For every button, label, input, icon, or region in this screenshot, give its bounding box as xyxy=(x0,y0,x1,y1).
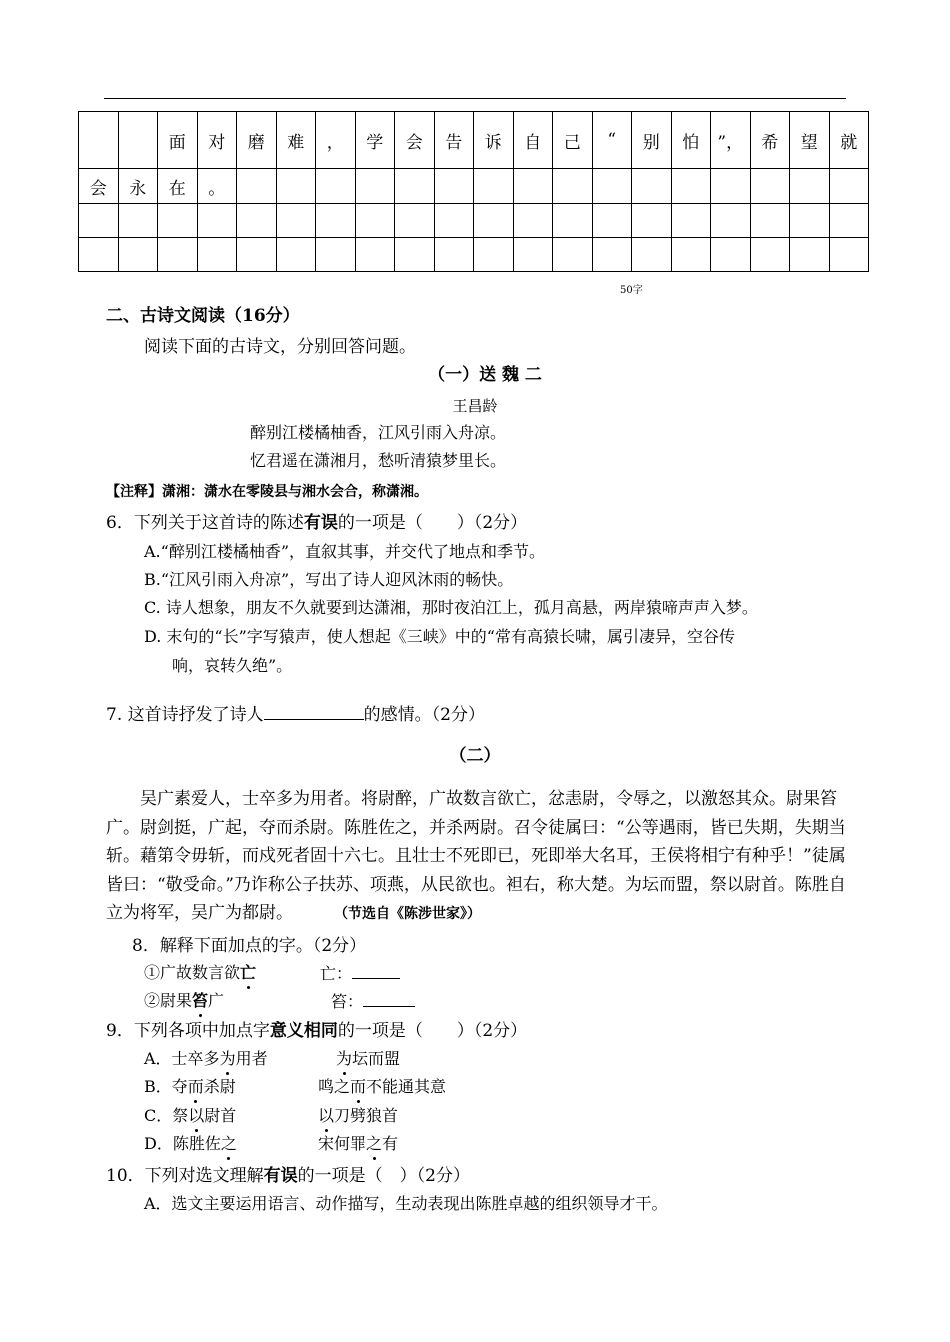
q9-right-post: 不能通其意 xyxy=(366,1077,447,1096)
grid-cell xyxy=(79,204,119,238)
grid-cell: “ xyxy=(592,112,632,169)
q6-option-d-cont: 响，哀转久绝”。 xyxy=(172,656,293,675)
grid-cell xyxy=(474,169,514,204)
grid-cell xyxy=(592,169,632,204)
grid-row xyxy=(79,238,869,272)
grid-cell xyxy=(829,204,869,238)
q8-item-1-text: ①广故数言欲 xyxy=(144,963,241,982)
grid-cell xyxy=(671,204,711,238)
q9-option-left xyxy=(144,1133,237,1155)
grid-cell: 面 xyxy=(158,112,198,169)
passage-source: （节选自《陈涉世家》） xyxy=(341,906,481,922)
q7-stem-tail: 的感情。（2分） xyxy=(363,705,485,725)
grid-cell xyxy=(276,169,316,204)
grid-cell: 在 xyxy=(158,169,198,204)
q9-left-dotted: 为 xyxy=(219,1049,236,1068)
grid-cell xyxy=(237,238,277,272)
q6-option-d: D. 末句的“长”字写猿声，使人想起《三峡》中的“常有高猿长啸，属引凄异，空谷传 xyxy=(144,627,735,646)
grid-cell xyxy=(316,238,356,272)
grid-cell xyxy=(474,238,514,272)
q10-stem-emphasis: 有误 xyxy=(263,1166,298,1186)
q9-left-pre: C．祭 xyxy=(144,1106,189,1125)
q6-option-a: A.“醉别江楼橘柚香”，直叙其事，并交代了地点和季节。 xyxy=(144,542,546,561)
q6-stem-emphasis: 有误 xyxy=(303,513,338,533)
q8-item-2-text: ②尉果 xyxy=(144,991,193,1010)
q9-option-right xyxy=(336,1048,400,1070)
grid-cell xyxy=(316,204,356,238)
q10-stem-text: 10．下列对选文理解 xyxy=(106,1166,264,1186)
grid-cell xyxy=(197,204,237,238)
q6-option-b: B.“江风引雨入舟凉”，写出了诗人迎风沐雨的畅快。 xyxy=(144,570,514,589)
q6-stem-tail: 的一项是（ ）（2分） xyxy=(337,513,528,533)
poem-note: 【注释】潇湘：潇水在零陵县与湘水会合，称潇湘。 xyxy=(106,484,428,500)
grid-cell: 会 xyxy=(395,112,435,169)
grid-cell: 永 xyxy=(118,169,158,204)
grid-cell xyxy=(395,169,435,204)
q10-option-a: A．选文主要运用语言、动作描写，生动表现出陈胜卓越的组织领导才干。 xyxy=(144,1194,668,1213)
grid-cell xyxy=(316,169,356,204)
poem-author: 王昌龄 xyxy=(452,397,498,415)
passage xyxy=(106,785,851,929)
q9-option-right xyxy=(318,1076,446,1098)
grid-cell: 磨 xyxy=(237,112,277,169)
grid-cell xyxy=(632,238,672,272)
q9-right-pre: 鸣之 xyxy=(318,1077,351,1096)
grid-cell xyxy=(513,204,553,238)
grid-cell xyxy=(513,169,553,204)
grid-cell xyxy=(197,238,237,272)
grid-cell: 望 xyxy=(790,112,830,169)
q6-stem-text: 6．下列关于这首诗的陈述 xyxy=(106,513,304,533)
grid-cell xyxy=(355,238,395,272)
grid-cell: 自 xyxy=(513,112,553,169)
grid-cell xyxy=(711,204,751,238)
grid-cell xyxy=(790,169,830,204)
grid-cell xyxy=(158,238,198,272)
q9-left-post: 尉首 xyxy=(204,1106,237,1125)
grid-cell: 别 xyxy=(632,112,672,169)
q8-item-2-dotted: 笞 xyxy=(192,991,209,1010)
grid-cell: 诉 xyxy=(474,112,514,169)
grid-cell xyxy=(553,169,593,204)
q8-stem: 8．解释下面加点的字。（2分） xyxy=(132,936,367,956)
poem-line-2: 忆君遥在潇湘月，愁听清猿梦里长。 xyxy=(250,451,507,470)
section-heading: 二、古诗文阅读（16分） xyxy=(106,306,300,326)
part2-title: （二） xyxy=(449,746,501,766)
q7-answer-blank[interactable] xyxy=(264,703,364,720)
grid-cell xyxy=(711,169,751,204)
section-instruction: 阅读下面的古诗文，分别回答问题。 xyxy=(144,337,416,357)
grid-cell xyxy=(276,238,316,272)
q7-stem-text: 7. 这首诗抒发了诗人 xyxy=(106,705,264,725)
q8-item-2-answer xyxy=(331,990,415,1013)
grid-cell xyxy=(790,238,830,272)
q9-left-dotted: 以 xyxy=(188,1106,205,1125)
q8-item-1-label: 亡： xyxy=(320,964,353,983)
grid-cell xyxy=(632,169,672,204)
q8-item-2-blank[interactable] xyxy=(363,990,415,1007)
q10-stem-tail: 的一项是（ ）（2分） xyxy=(297,1166,470,1186)
grid-cell xyxy=(118,238,158,272)
q10-stem xyxy=(106,1165,470,1187)
grid-cell xyxy=(553,204,593,238)
grid-cell: ”， xyxy=(711,112,751,169)
q9-right-post: 刀劈狼首 xyxy=(334,1106,399,1125)
q8-item-2 xyxy=(144,990,224,1012)
grid-cell: 就 xyxy=(829,112,869,169)
q9-option-left xyxy=(144,1105,236,1127)
q8-item-1-dotted: 亡 xyxy=(240,963,257,982)
q9-left-dotted: 而 xyxy=(187,1077,204,1096)
q9-right-post: 坛而盟 xyxy=(352,1049,401,1068)
grid-cell: 对 xyxy=(197,112,237,169)
q6-stem xyxy=(106,512,527,534)
grid-cell xyxy=(355,204,395,238)
grid-cell xyxy=(434,204,474,238)
grid-cell: 怕 xyxy=(671,112,711,169)
grid-cell: 。 xyxy=(197,169,237,204)
grid-cell xyxy=(118,112,158,169)
q9-right-pre: 宋何罪 xyxy=(318,1134,367,1153)
q9-option-left xyxy=(144,1048,268,1070)
composition-grid xyxy=(78,111,869,272)
grid-cell xyxy=(790,204,830,238)
grid-cell: ， xyxy=(316,112,356,169)
poem-title: （一）送 魏 二 xyxy=(428,365,542,385)
grid-cell xyxy=(750,238,790,272)
grid-cell: 己 xyxy=(553,112,593,169)
grid-cell xyxy=(829,169,869,204)
grid-cell xyxy=(553,238,593,272)
grid-cell xyxy=(79,112,119,169)
q9-option-right xyxy=(318,1105,398,1127)
q8-item-1-answer xyxy=(320,962,400,985)
q9-option-left xyxy=(144,1076,236,1098)
q9-left-pre: B．夺 xyxy=(144,1077,188,1096)
grid-cell xyxy=(395,238,435,272)
q9-right-dotted: 之 xyxy=(366,1134,383,1153)
grid-cell: 难 xyxy=(276,112,316,169)
passage-text: 吴广素爱人，士卒多为用者。将尉醉，广故数言欲亡，忿恚尉，令辱之，以激怒其众。尉果笞广。尉剑挺，广起，夺而杀尉。陈胜佐之，并杀两尉。召令徒属曰：“公等遇雨，皆已失期，失期当斩。藉第令毋斩，而戍死者固十六七。且壮士不死即已，死即举大名耳，王侯将相宁有种乎！”徒属皆曰：“敬受命。”乃诈称公子扶苏、项燕，从民欲也。袒右，称大楚。为坛而盟，祭以尉首。陈胜自立为将军，吴广为都尉。 xyxy=(106,789,846,923)
q9-stem-emphasis: 意义相同 xyxy=(269,1021,338,1041)
q9-stem-text: 9．下列各项中加点字 xyxy=(106,1021,270,1041)
grid-cell xyxy=(671,169,711,204)
grid-cell xyxy=(750,169,790,204)
q9-right-dotted: 为 xyxy=(336,1049,353,1068)
grid-cell xyxy=(355,169,395,204)
q9-stem xyxy=(106,1020,527,1042)
grid-cell xyxy=(79,238,119,272)
grid-row xyxy=(79,112,869,169)
q9-option-right xyxy=(318,1133,398,1155)
q9-right-dotted: 而 xyxy=(350,1077,367,1096)
q9-left-post: 杀尉 xyxy=(203,1077,236,1096)
grid-cell: 学 xyxy=(355,112,395,169)
grid-cell xyxy=(474,204,514,238)
grid-cell xyxy=(513,238,553,272)
q9-stem-tail: 的一项是（ ）（2分） xyxy=(337,1021,528,1041)
grid-cell xyxy=(434,238,474,272)
q9-left-post: 用者 xyxy=(235,1049,268,1068)
grid-cell: 会 xyxy=(79,169,119,204)
grid-cell xyxy=(829,238,869,272)
grid-cell xyxy=(592,204,632,238)
grid-cell xyxy=(158,204,198,238)
grid-cell xyxy=(395,204,435,238)
q8-item-1 xyxy=(144,962,256,984)
grid-cell xyxy=(237,169,277,204)
grid-cell xyxy=(750,204,790,238)
grid-row xyxy=(79,204,869,238)
grid-cell xyxy=(118,204,158,238)
q9-left-dotted: 之 xyxy=(220,1134,237,1153)
word-count-label: 50字 xyxy=(620,285,643,296)
grid-cell: 告 xyxy=(434,112,474,169)
q9-right-post: 有 xyxy=(382,1134,399,1153)
grid-cell xyxy=(632,204,672,238)
poem-line-1: 醉别江楼橘柚香，江风引雨入舟凉。 xyxy=(250,423,507,442)
grid-cell xyxy=(592,238,632,272)
grid-row xyxy=(79,169,869,204)
q8-item-2-tail: 广 xyxy=(208,991,225,1010)
grid-cell xyxy=(671,238,711,272)
grid-cell xyxy=(434,169,474,204)
q8-item-2-label: 笞： xyxy=(331,992,364,1011)
grid-cell xyxy=(276,204,316,238)
q9-left-pre: A．士卒多 xyxy=(144,1049,220,1068)
q9-left-pre: D．陈胜佐 xyxy=(144,1134,221,1153)
grid-cell: 希 xyxy=(750,112,790,169)
grid-cell xyxy=(711,238,751,272)
q9-right-dotted: 以 xyxy=(318,1106,335,1125)
q6-option-c: C. 诗人想象，朋友不久就要到达潇湘，那时夜泊江上，孤月高悬，两岸猿啼声声入梦。 xyxy=(144,598,758,617)
q7-stem xyxy=(106,703,485,726)
grid-cell xyxy=(237,204,277,238)
header-rule xyxy=(104,98,846,99)
q8-item-1-blank[interactable] xyxy=(352,962,400,979)
